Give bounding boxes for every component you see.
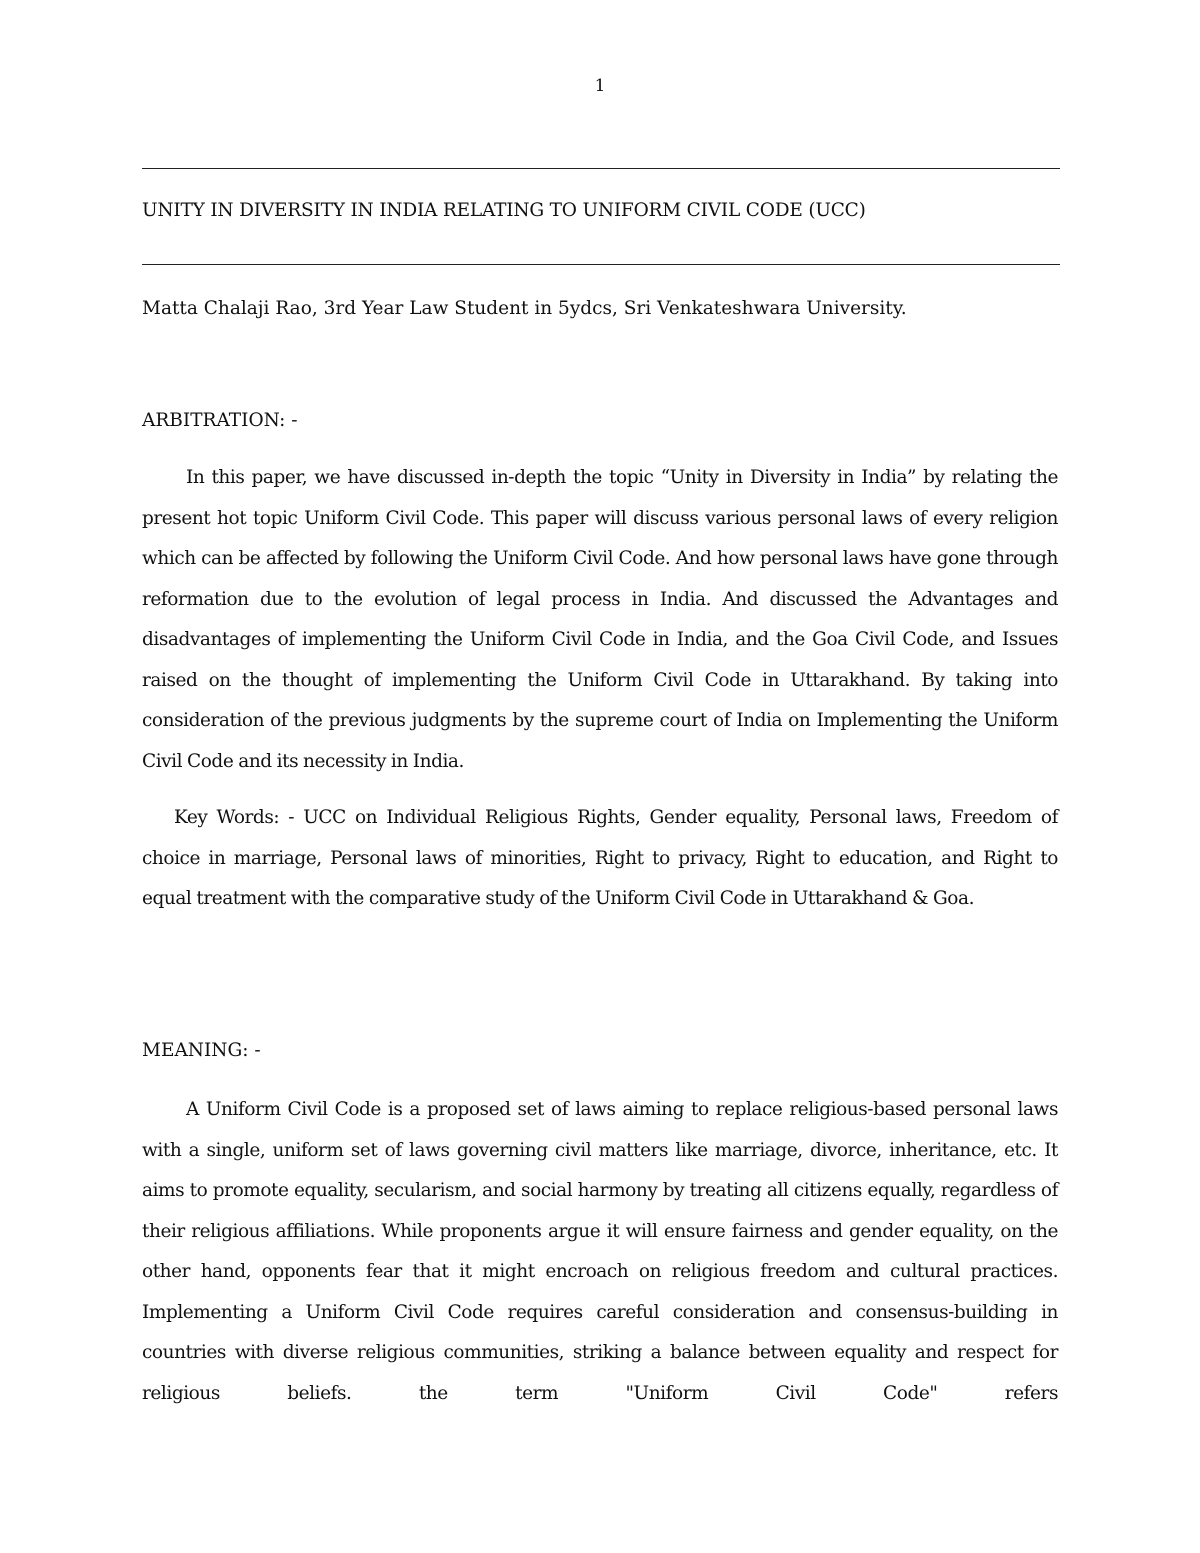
title-bottom-rule bbox=[142, 264, 1060, 265]
keywords-paragraph: Key Words: - UCC on Individual Religious Rights, Gender equality, Personal laws, Freedom of choice in marriage, Personal laws of minorities, Right to privacy, Right to education, and Right to equal treatment with the comparative study of the Uniform Civil Code in Uttarakhand & Goa. bbox=[142, 807, 1058, 909]
meaning-paragraph: A Uniform Civil Code is a proposed set of laws aiming to replace religious-based personal laws with a single, uniform set of laws governing civil matters like marriage, divorce, inheritance, etc. It aims to promote equality, secularism, and social harmony by treating all citizens equally, regardless of their religious affiliations. While proponents argue it will ensure fairness and gender equality, on the other hand, opponents fear that it might encroach on religious freedom and cultural practices. Implementing a Uniform Civil Code requires careful consideration and consensus-building in countries with diverse religious communities, striking a balance between equality and respect for religious beliefs. the term "Uniform Civil Code" refers bbox=[142, 1099, 1058, 1404]
author-line: Matta Chalaji Rao, 3rd Year Law Student in 5ydcs, Sri Venkateshwara University. bbox=[142, 298, 907, 319]
document-title: UNITY IN DIVERSITY IN INDIA RELATING TO UNIFORM CIVIL CODE (UCC) bbox=[142, 200, 866, 221]
title-top-rule bbox=[142, 168, 1060, 169]
meaning-heading: MEANING: - bbox=[142, 1040, 261, 1061]
arbitration-heading: ARBITRATION: - bbox=[142, 410, 298, 431]
abstract-paragraph: In this paper, we have discussed in-depth the topic “Unity in Diversity in India” by relating the present hot topic Uniform Civil Code. This paper will discuss various personal laws of every religion which can be affected by following the Uniform Civil Code. And how personal laws have gone through reformation due to the evolution of legal process in India. And discussed the Advantages and disadvantages of implementing the Uniform Civil Code in India, and the Goa Civil Code, and Issues raised on the thought of implementing the Uniform Civil Code in Uttarakhand. By taking into consideration of the previous judgments by the supreme court of India on Implementing the Uniform Civil Code and its necessity in India. bbox=[142, 467, 1058, 772]
page-number: 1 bbox=[594, 76, 606, 96]
